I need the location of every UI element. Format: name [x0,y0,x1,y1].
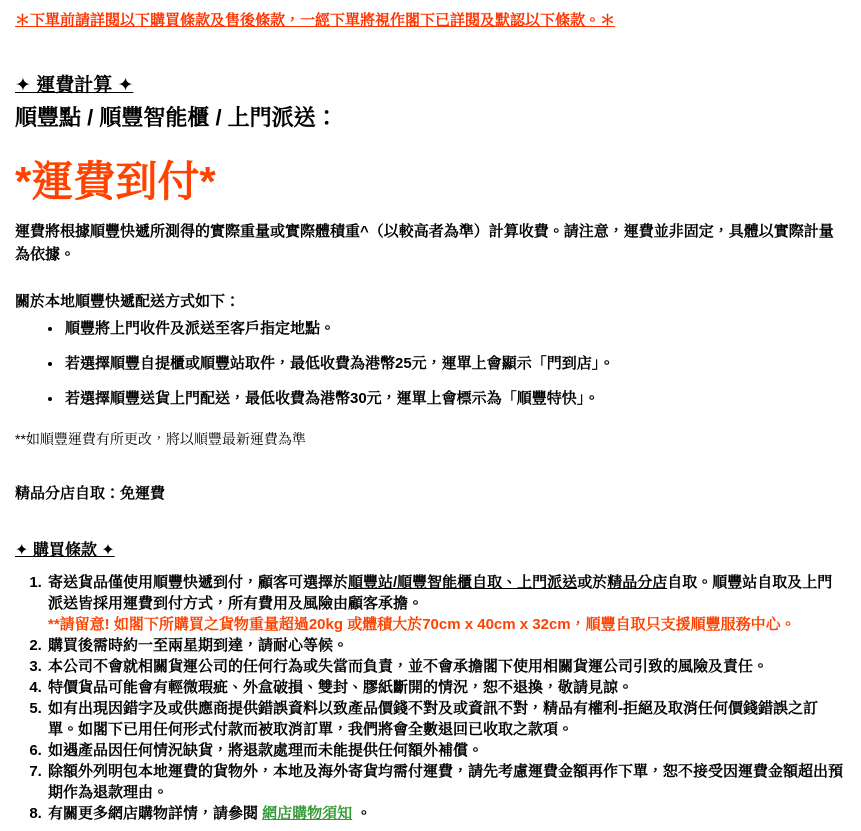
term-text: 除額外列明包本地運費的貨物外，本地及海外寄貨均需付運費，請先考慮運費金額再作下單，恕不接受因運費金額超出預期作為退款理由。 [48,763,844,801]
delivery-methods-list [15,320,845,408]
term-text: 購買後需時約一至兩星期到達，請耐心等候。 [48,637,349,654]
term-text: 特價貨品可能會有輕微瑕疵、外盒破損、雙封、膠紙斷開的情況，恕不退換，敬請見諒。 [48,679,634,696]
term-text: 如遇產品因任何情況缺貨，將退款處理而未能提供任何額外補償。 [48,742,484,759]
shipping-description: 運費將根據順豐快遞所測得的實際重量或實際體積重^（以較高者為準）計算收費。請注意，運費並非固定，具體以實際計量為依據。 [15,223,834,263]
term-item [46,572,845,635]
purchase-terms-list [15,572,845,824]
top-notice: ＊下單前請詳閱以下購買條款及售後條款，一經下單將視作閣下已詳閱及默認以下條款。＊ [15,12,616,29]
term-warning: **請留意! 如閣下所購買之貨物重量超過20kg 或體積大於70cm x 40cm x 32cm，順豐自取只支援順豐服務中心。 [48,616,796,633]
term-text: 或於 [577,574,608,591]
purchase-terms-title: ✦ 購買條款 ✦ [15,542,115,559]
term-text: 寄送貨品僅使用順豐快遞到付，顧客可選擇於 [48,574,349,591]
freight-collect-headline: *運費到付* [15,158,216,205]
term-item [46,677,845,698]
shipping-section-title: ✦ 運費計算 ✦ [15,75,134,96]
term-item [46,761,845,803]
term-item [46,803,845,824]
term-text: 如有出現因錯字及或供應商提供錯誤資料以致產品價錢不對及或資訊不對，精品有權利-拒絕及取消任何價錢錯誤之訂單。如閣下已用任何形式付款而被取消訂單，我們將會全數退回已收取之款項。 [48,700,819,738]
term-text: 。 [352,805,372,822]
shipping-update-note: **如順豐運費有所更改，將以順豐最新運費為準 [15,431,306,447]
term-text: 自取。順豐站自取及上門派送皆採用運費到付方式，所有費用及風險由顧客承擔。 [48,574,833,612]
store-pickup-note: 精品分店自取：免運費 [15,485,166,502]
term-text: 有關更多網店購物詳情，請參閱 [48,805,263,822]
term-item [46,656,845,677]
list-item: • 若選擇順豐送貨上門配送，最低收費為港幣30元，運單上會標示為「順豐特快」。 [63,390,845,408]
underlined-term-text: 精品分店 [607,574,668,591]
term-text: 本公司不會就相關貨運公司的任何行為或失當而負責，並不會承擔閣下使用相關貨運公司引致的風險及責任。 [48,658,769,675]
list-item: • 若選擇順豐自提櫃或順豐站取件，最低收費為港幣25元，運單上會顯示「門到店」。 [63,355,845,373]
term-item [46,740,845,761]
underlined-term-text: 順豐站/順豐智能櫃自取、上門派送 [348,574,578,591]
delivery-methods-intro: 關於本地順豐快遞配送方式如下： [15,293,241,310]
shipping-subtitle: 順豐點 / 順豐智能櫃 / 上門派送： [15,105,338,130]
list-item: • 順豐將上門收件及派送至客戶指定地點。 [63,320,845,338]
term-item [46,635,845,656]
store-guide-link[interactable]: 網店購物須知 [262,805,353,822]
term-item [46,698,845,740]
